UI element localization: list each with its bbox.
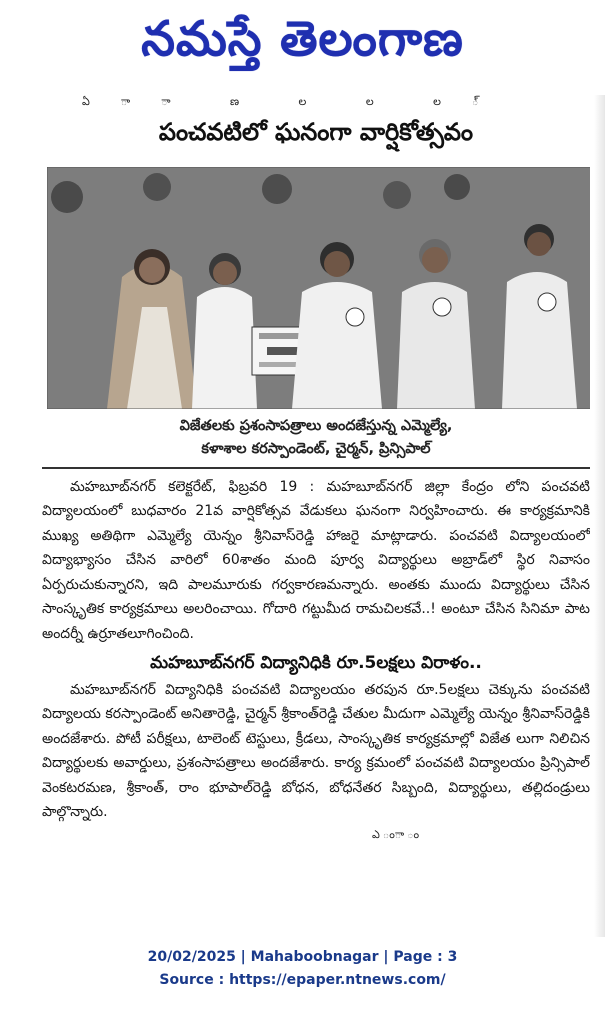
article-photo bbox=[47, 167, 590, 409]
caption-line-2: కళాశాల కరస్పాండెంట్, చైర్మన్, ప్రిన్సిపాల్ bbox=[201, 441, 431, 458]
article-subheadline: మహబూబ్‌నగర్ విద్యానిధికి రూ.5లక్షలు విరాళం.. bbox=[150, 652, 482, 673]
footer-source-link[interactable]: Source : https://epaper.ntnews.com/ bbox=[159, 972, 446, 988]
photo-caption bbox=[42, 415, 590, 461]
cut-text-fragments-bottom: ఎ ంా ం bbox=[372, 828, 420, 842]
page-edge-shadow bbox=[594, 95, 605, 937]
article-paragraph-1: మహబూబ్‌నగర్ కలెక్టరేట్, ఫిబ్రవరి 19 : మహబూబ్‌నగర్ జిల్లా కేంద్రం లోని పంచవటి విద్యాలయంలో బుధవారం 21వ వార్షికోత్సవ వేడుకలు ఘనంగా నిర్వహించారు. ఈ కార్యక్రమానికి ముఖ్య అతిథిగా ఎమ్మెల్యే యెన్నం శ్రీనివాస్‌రెడ్డి హాజరై మాట్లాడారు. పంచవటి విద్యాలయంలో విద్యాభ్యాసం చేసిన వారిలో 60శాతం మంది పూర్వ విద్యార్థులు అబ్రాడ్‌లో స్థిర నివాసం ఏర్పరుచుకున్నారని, ఇది పాలమూరుకు గర్వకారణమన్నారు. అంతకు ముందు విద్యార్థులు చేసిన సాంస్కృతిక కార్యక్రమాలు అలరించాయి. గోదారి గట్టుమీద రామచిలకవే..! అంటూ చేసిన సినిమా పాట అందర్నీ ఉర్రూతలూగించింది. bbox=[42, 479, 590, 642]
footer-date-edition: 20/02/2025 | Mahaboobnagar | Page : 3 bbox=[147, 949, 458, 965]
news-clipping bbox=[42, 95, 590, 937]
divider bbox=[42, 467, 590, 469]
photo-illustration bbox=[47, 167, 590, 409]
article-headline: పంచవటిలో ఘనంగా వార్షికోత్సవం bbox=[158, 118, 474, 146]
article-paragraph-2: మహబూబ్‌నగర్ విద్యానిధికి పంచవటి విద్యాలయం తరపున రూ.5లక్షలు చెక్కును పంచవటి విద్యాలయ కరస్పాండెంట్ అనితారెడ్డి, చైర్మన్ శ్రీకాంత్‌రెడ్డి చేతుల మీదుగా ఎమ్మెల్యే యెన్నం శ్రీనివాస్‌రెడ్డికి అందజేశారు. పోటీ పరీక్షలు, టాలెంట్ టెస్టులు, క్రీడలు, సాంస్కృతిక కార్యక్రమాల్లో విజేత లుగా నిలిచిన విద్యార్థులకు అవార్డులు, ప్రశంసాపత్రాలు అందజేశారు. కార్య క్రమంలో పంచవటి విద్యాలయం ప్రిన్సిపాల్ వెంకటరమణ, శ్రీకాంత్, రాం భూపాల్‌రెడ్డి బోధన, బోధనేతర సిబ్బంది, విద్యార్థులు, తల్లిదండ్రులు పాల్గొన్నారు. bbox=[42, 681, 590, 820]
cut-text-fragments-top: ఏ ా ా ణ ల ల ల ్ bbox=[82, 95, 507, 108]
newspaper-masthead bbox=[0, 0, 605, 90]
page-footer bbox=[0, 946, 605, 992]
caption-line-1: విజేతలకు ప్రశంసాపత్రాలు అందజేస్తున్న ఎమ్మెల్యే, bbox=[179, 418, 453, 435]
masthead-title: నమస్తే తెలంగాణ bbox=[141, 11, 464, 67]
